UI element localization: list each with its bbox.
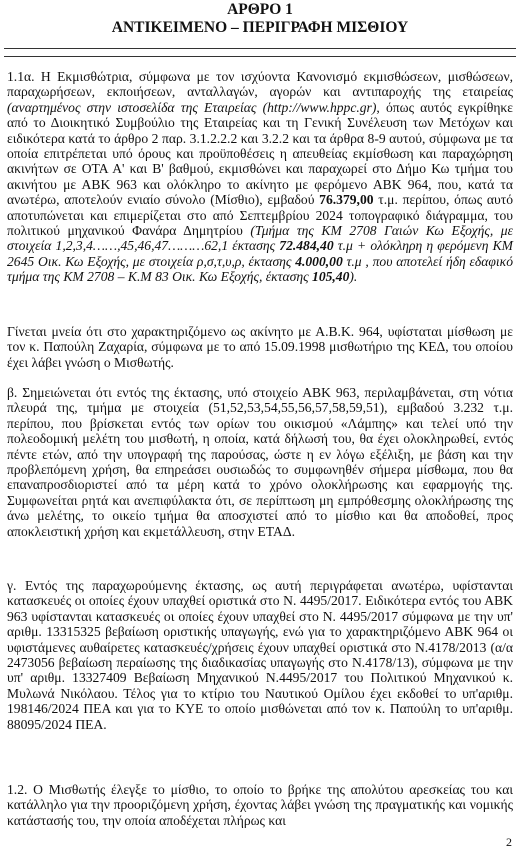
- paragraph-lease-note: Γίνεται μνεία ότι στο χαρακτηριζόμενο ως ακίνητο με Α.Β.Κ. 964, υφίσταται μίσθωση με τον κ. Παπούλη Ζαχαρία, σύμφωνα με το από 15.09.1998 μισθωτήριο της ΚΕΔ, του οποίου έχει λάβει γνώση ο Μισθωτής.: [7, 324, 513, 370]
- separator-line: [4, 56, 516, 57]
- separator-line: [4, 48, 516, 49]
- article-number: ΑΡΘΡΟ 1: [227, 1, 293, 18]
- page-number: 2: [506, 835, 512, 849]
- article-title: ΑΝΤΙΚΕΙΜΕΝΟ – ΠΕΡΙΓΡΑΦΗ ΜΙΣΘΙΟΥ: [111, 19, 409, 36]
- paragraph-1-1a: 1.1α. Η Εκμισθώτρια, σύμφωνα με τον ισχύοντα Κανονισμό εκμισθώσεων, μισθώσεων, παραχωρήσεων, εκποιήσεων, ανταλλαγών, αγορών και αντιπαροχής της εταιρείας (αναρτημένος στην ιστοσελίδα της Εταιρείας (http://www.hppc.gr), όπως αυτός εγκρίθηκε από το Διοικητικό Συμβούλιο της Εταιρείας και τη Γενική Συνέλευση των Μετόχων και ειδικότερα κατά το άρθρο 2 παρ. 3.1.2.2.2 και 3.2.2 και τα άρθρα 8-9 αυτού, σύμφωνα με τα οποία επιτρέπεται υπό όρους και προϋποθέσεις η απευθείας εκμίσθωση και παραχώρηση ακινήτων σε ΟΤΑ Α' και Β' βαθμού, εκμισθώνει και παραχωρεί στο Δήμο Κω τμήμα του ακινήτου με ΑΒΚ 963 και ολόκληρο το ακίνητο με φερόμενο ΑΒΚ 964, που, κατά τα ανωτέρω, αποτελούν ενιαίο σύνολο (Μίσθιο), εμβαδού 76.379,00 τ.μ. περίπου, όπως αυτό αποτυπώνεται και επιμερίζεται στο από Σεπτεμβρίου 2024 τοπογραφικό διάγραμμα, του πολιτικού μηχανικού Φανάρα Δημητρίου (Τμήμα της ΚΜ 2708 Γαιών Κω Εξοχής, με στοιχεία 1,2,3,4……,45,46,47………62,1 έκτασης 72.484,40 τ.μ + ολόκληρη η φερόμενη ΚΜ 2645 Οικ. Κω Εξοχής, με στοιχεία ρ,σ,τ,υ,ρ, έκτασης 4.000,00 τ.μ , που αποτελεί ήδη εδαφικό τμήμα της ΚΜ 2708 – Κ.Μ 83 Οικ. Κω Εξοχής, έκτασης 105,40).: [7, 69, 513, 285]
- paragraph-b: β. Σημειώνεται ότι εντός της έκτασης, υπό στοιχείο ΑΒΚ 963, περιλαμβάνεται, στη νότια πλευρά της, τμήμα με στοιχεία (51,52,53,54,55,56,57,58,59,51), εμβαδού 3.232 τ.μ. περίπου, που βρίσκεται εντός των ορίων του οικισμού «Λάμπης» και τελεί υπό την πολεοδομική μελέτη του μισθωτή, η οποία, κατά δήλωσή του, θα έχει ολοκληρωθεί, εντός πέντε ετών, από την υπογραφή της παρούσας, ώστε η εν λόγω εξέλιξη, με βάση και την προβλεπόμενη χρήση, θα επηρεάσει ουσιωδώς το συμφωνηθέν σήμερα μίσθωμα, που θα επαναπροσδιοριστεί από τα μέρη κατά το χρόνο ολοκλήρωσης και εφαρμογής της. Συμφωνείται ρητά και ανεπιφύλακτα ότι, σε περίπτωση μη εμπρόθεσμης ολοκλήρωσης της άνω μελέτης, το οικείο τμήμα θα αποσχιστεί από το μίσθιο και θα αποδοθεί, προς αποκλειστική χρήση και εκμετάλλευση, στην ΕΤΑΔ.: [7, 385, 513, 539]
- paragraph-1-2: 1.2. Ο Μισθωτής έλεγξε το μίσθιο, το οποίο το βρήκε της απολύτου αρεσκείας του και κατάλληλο για την προοριζόμενη χρήση, έχοντας λάβει γνώση της πραγματικής και νομικής κατάστασής του, την οποία αποδέχεται πλήρως και: [7, 782, 513, 828]
- paragraph-c: γ. Εντός της παραχωρούμενης έκτασης, ως αυτή περιγράφεται ανωτέρω, υφίστανται κατασκευές οι οποίες έχουν υπαχθεί οριστικά στο Ν. 4495/2017. Ειδικότερα εντός του ΑΒΚ 963 υφίστανται κατασκευές οι οποίες έχουν υπαχθεί στο Ν. 4495/2017 σύμφωνα με την υπ' αριθμ. 13315325 βεβαίωση οριστικής υπαγωγής, ενώ για το χαρακτηριζόμενο ΑΒΚ 964 οι υφιστάμενες αυθαίρετες κατασκευές/χρήσεις έχουν υπαχθεί οριστικά στο Ν.4178/2013 (α/α 2473056 βεβαίωση περαίωσης της διαδικασίας υπαγωγής στο Ν.4178/13), σύμφωνα με την υπ' αριθμ. 13327409 Βεβαίωση Μηχανικού Ν.4495/2017 του Πολιτικού Μηχανικού κ. Μυλωνά Νικόλαου. Τέλος για το κτίριο του Ναυτικού Ομίλου έχει εκδοθεί το υπ'αριθμ. 198146/2024 ΠΕΑ και για το ΚΥΕ το οποίο μισθώνεται από τον κ. Παπούλη το υπ'αριθμ. 88095/2024 ΠΕΑ.: [7, 578, 513, 732]
